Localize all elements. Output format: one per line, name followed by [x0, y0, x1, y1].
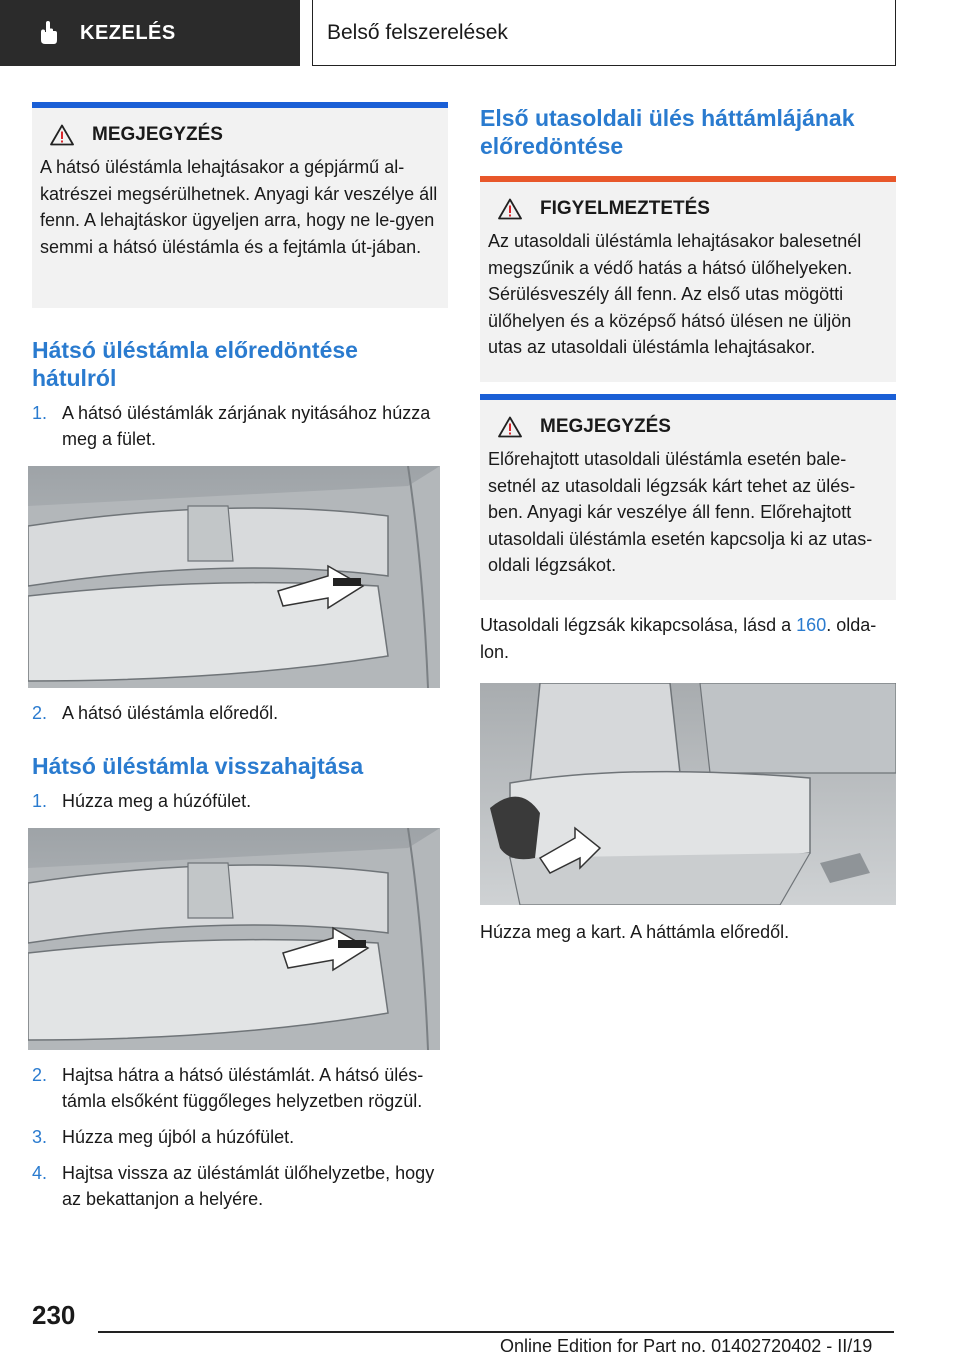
pointing-hand-icon [36, 20, 62, 46]
section-tab[interactable] [0, 0, 300, 66]
step-number: 1. [32, 403, 48, 423]
step-item [32, 1160, 448, 1212]
chapter-title: Belső felszerelések [327, 20, 508, 44]
notice-body: A hátsó üléstámla lehajtásakor a gépjármű al-katrészei megsérülhetnek. Anyagi kár veszélye áll fenn. A lehajtáskor ügyeljen arra, hogy ne le-gyen semmi a hátsó üléstámla és a fejtámla út-jában. [40, 157, 438, 257]
right-column [480, 102, 896, 946]
warning-triangle-icon [498, 416, 522, 438]
step-number: 1. [32, 791, 48, 811]
warning-box [480, 176, 896, 382]
left-column [32, 102, 448, 1212]
rear-seat-release-illustration [28, 466, 440, 688]
notice-body: Előrehajtott utasoldali üléstámla esetén bale-setnél az utasoldali légzsák kárt tehet az ülés-ben. Anyagi kár veszélye áll fenn. Előrehajtott utasoldali üléstámla esetén kapcsolja ki az utas-oldali légzsákot. [488, 449, 873, 575]
step-number: 4. [32, 1163, 48, 1183]
steps-fold-back [32, 788, 448, 814]
notice-title-text: MEGJEGYZÉS [540, 416, 671, 437]
lever-caption: Húzza meg a kart. A háttámla előredől. [480, 922, 790, 942]
step-text: A hátsó üléstámla előredől. [62, 703, 279, 723]
section-heading-fold-back: Hátsó üléstámla visszahajtása [32, 753, 364, 779]
step-number: 3. [32, 1127, 48, 1147]
warning-title-text: FIGYELMEZTETÉS [540, 198, 710, 219]
airbag-reference-text: Utasoldali légzsák kikapcsolása, lásd a [480, 615, 797, 635]
page-header [0, 0, 960, 66]
step-text: Húzza meg újból a húzófület. [62, 1127, 295, 1147]
step-text: A hátsó üléstámlák zárjának nyitásához húzza meg a fület. [62, 403, 431, 449]
step-text: Hajtsa vissza az üléstámlát ülőhelyzetbe, hogy az bekattanjon a helyére. [62, 1163, 435, 1209]
steps-fold-back-cont [32, 1062, 448, 1212]
section-heading-front-seat: Első utasoldali ülés háttámlájának előredöntése [480, 105, 855, 159]
step-number: 2. [32, 703, 48, 723]
step-item [32, 1062, 448, 1114]
warning-triangle-icon [498, 198, 522, 220]
front-seat-lever-illustration [480, 683, 896, 905]
section-tab-label: KEZELÉS [80, 21, 176, 44]
page-link-160[interactable]: 160 [796, 615, 827, 635]
notice-box [480, 394, 896, 600]
step-item [32, 700, 448, 726]
step-number: 2. [32, 1065, 48, 1085]
page-number: 230 [32, 1300, 76, 1330]
notice-title [498, 416, 886, 438]
chapter-title-box [312, 0, 896, 66]
step-item [32, 400, 448, 452]
steps-fold-from-rear-cont [32, 700, 448, 726]
notice-title-text: MEGJEGYZÉS [92, 124, 223, 145]
airbag-reference [480, 612, 896, 665]
airbag-reference-suffix: . olda-lon. [480, 615, 877, 662]
step-text: Hajtsa hátra a hátsó üléstámlát. A hátsó ülés-támla elsőként függőleges helyzetben rögzül. [62, 1065, 424, 1111]
rear-seat-pull-tab-illustration [28, 828, 440, 1050]
warning-title [498, 198, 886, 220]
step-item [32, 788, 448, 814]
steps-fold-from-rear [32, 400, 448, 452]
notice-title [50, 124, 438, 146]
edition-info: Online Edition for Part no. 01402720402 - II/19 [500, 1336, 873, 1356]
notice-box [32, 102, 448, 308]
warning-body: Az utasoldali üléstámla lehajtásakor balesetnél megszűnik a védő hatás a hátsó ülőhelyeken. Sérülésveszély áll fenn. Az első utas mögötti ülőhelyen és a középső hátsó ülésen ne üljön utas az utasoldali üléstámla lehajtásakor. [488, 231, 862, 357]
step-item [32, 1124, 448, 1150]
warning-triangle-icon [50, 124, 74, 146]
section-heading-fold-from-rear: Hátsó üléstámla előredöntése hátulról [32, 337, 358, 391]
step-text: Húzza meg a húzófület. [62, 791, 252, 811]
footer-divider [98, 1331, 894, 1333]
